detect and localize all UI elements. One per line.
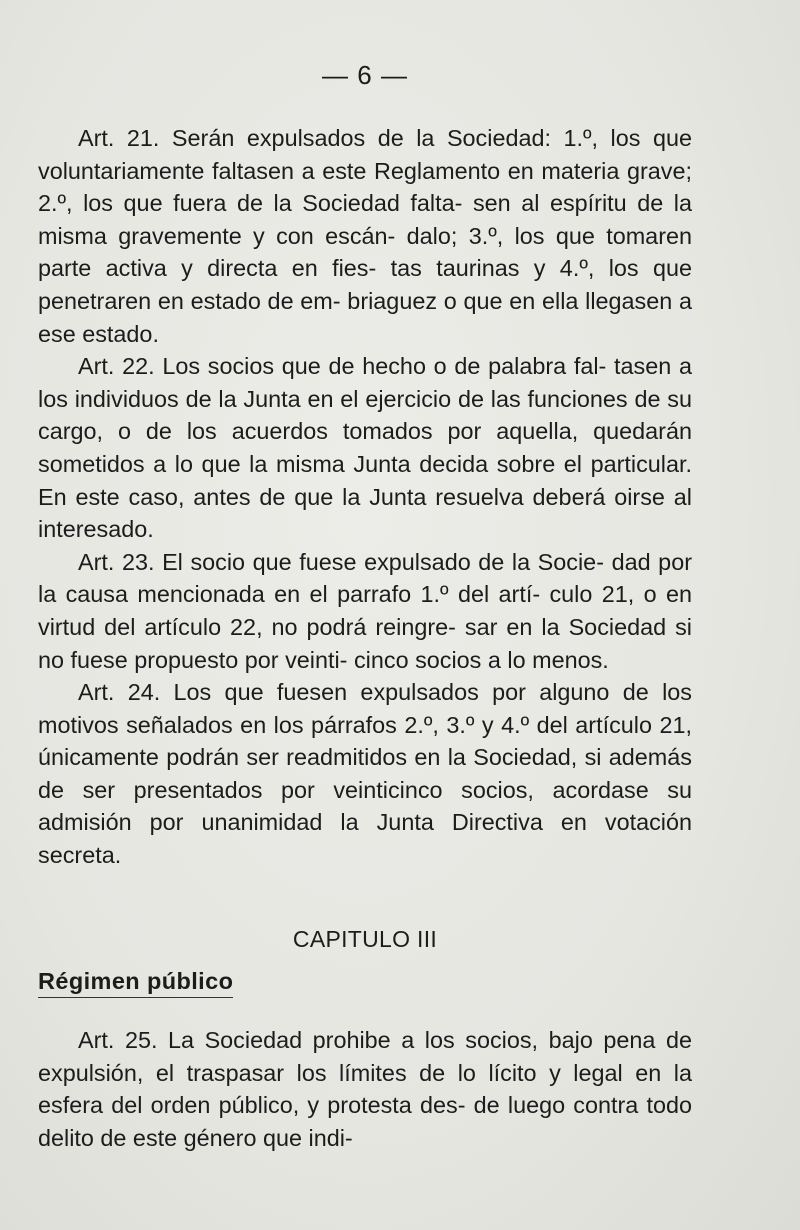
article-23: Art. 23. El socio que fuese expulsado de la Socie- dad por la causa mencionada en el parrafo 1.º del artí- culo 21, o en virtud del artículo 22, no podrá reingre- sar en la Sociedad si no fuese propuesto por veinti- cinco socios a lo menos. [38, 548, 692, 673]
article-25: Art. 25. La Sociedad prohibe a los socios, bajo pena de expulsión, el traspasar los límites de lo lícito y legal en la esfera del orden público, y protesta des- de luego contra todo delito de este género que indi- [38, 1027, 692, 1151]
articles-block [38, 122, 692, 872]
article-24: Art. 24. Los que fuesen expulsados por alguno de los motivos señalados en los párrafos 2.º, 3.º y 4.º del artículo 21, únicamente podrán ser readmitidos en la Sociedad, si además de ser presentados por veinticinco socios, acordase su admisión por unanimidad la Junta Directiva en votación secreta. [38, 679, 692, 869]
page-number: — 6 — [322, 60, 408, 90]
chapter-heading: CAPITULO III [292, 926, 438, 952]
article-25-block [38, 1024, 692, 1154]
section-title: Régimen público [38, 968, 233, 998]
article-22: Art. 22. Los socios que de hecho o de palabra fal- tasen a los individuos de la Junta en el ejercicio de las funciones de su cargo, o de los acuerdos tomados por aquella, quedarán sometidos a lo que la misma Junta decida sobre el particular. En este caso, antes de que la Junta resuelva deberá oirse al interesado. [38, 353, 692, 543]
article-21: Art. 21. Serán expulsados de la Sociedad: 1.º, los que voluntariamente faltasen a este Reglamento en materia grave; 2.º, los que fuera de la Sociedad falta- sen al espíritu de la misma gravemente y con escán- dalo; 3.º, los que tomaren parte activa y directa en fies- tas taurinas y 4.º, los que penetraren en estado de em- briaguez o que en ella llegasen a ese estado. [38, 125, 692, 347]
